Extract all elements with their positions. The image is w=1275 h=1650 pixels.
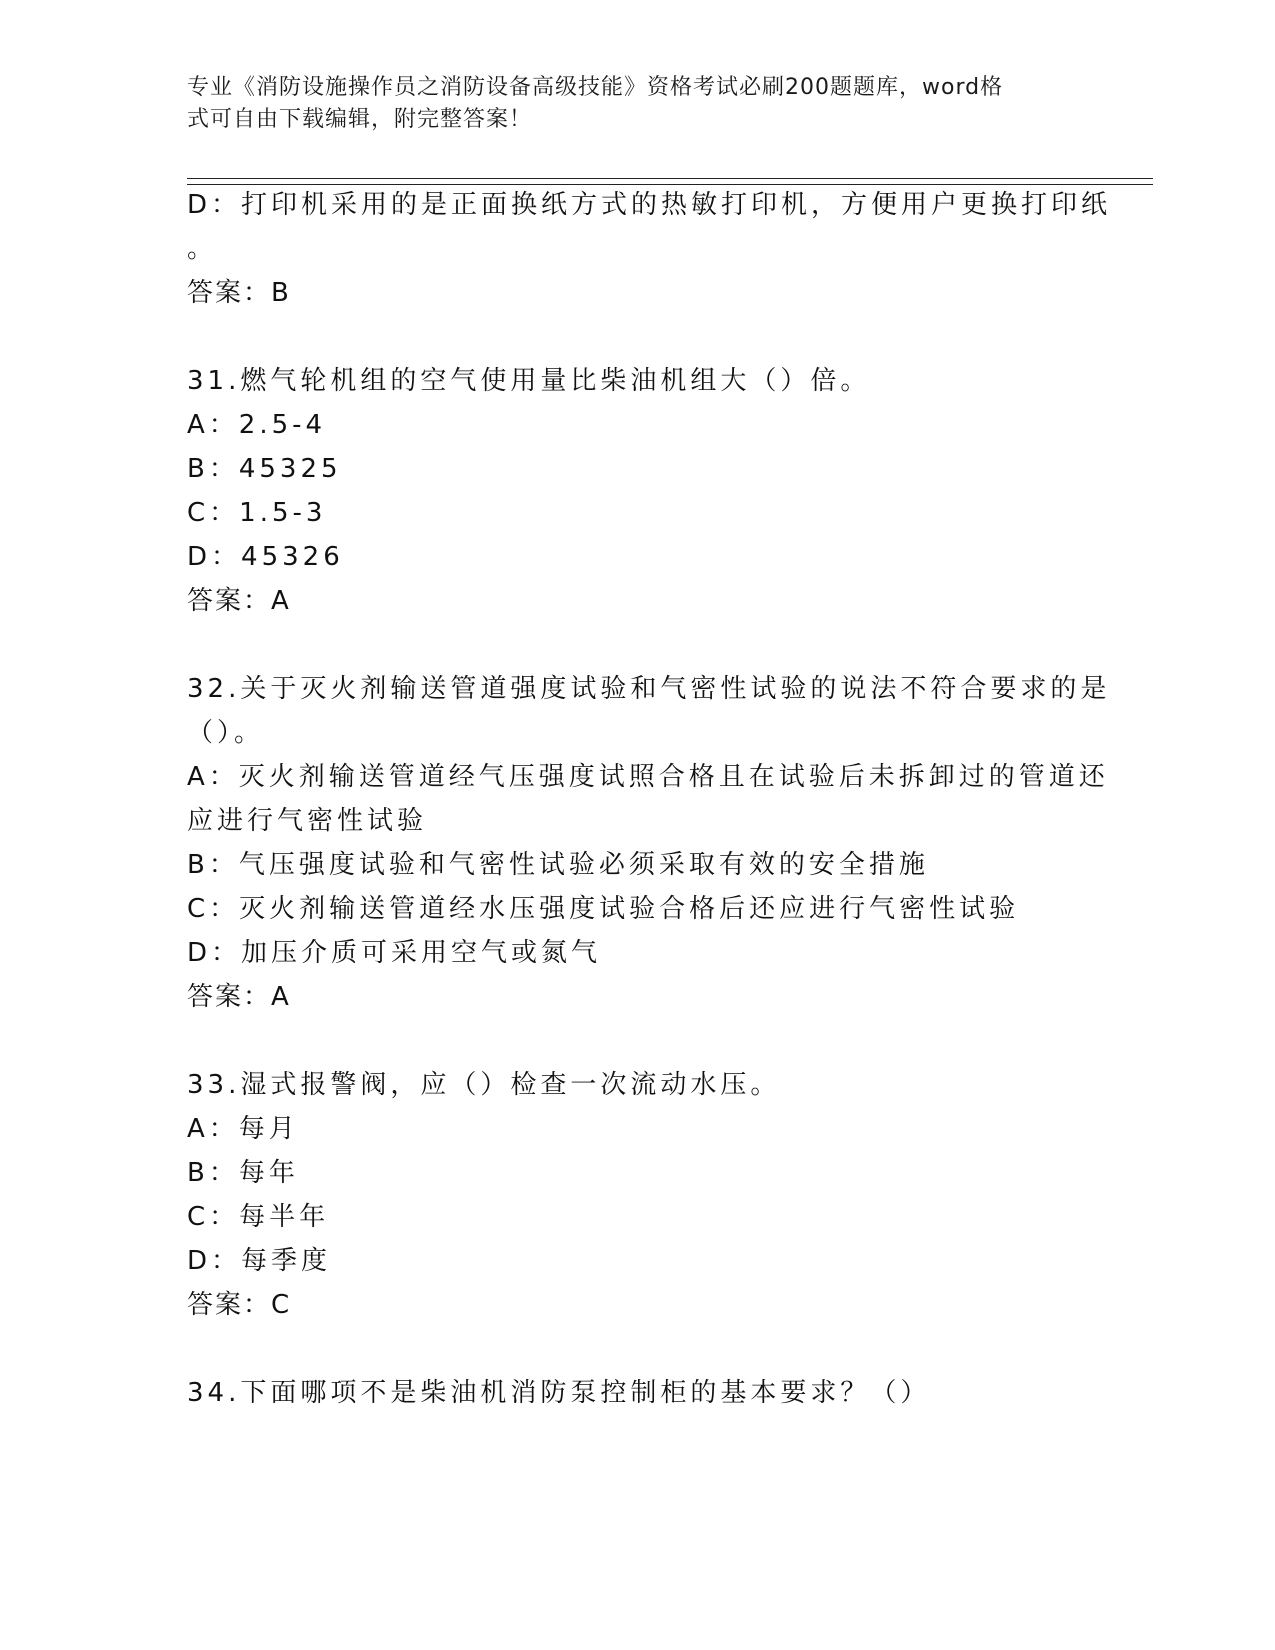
q32-option-a-line-2: 应进行气密性试验 bbox=[187, 806, 428, 836]
q32-option-d: D：加压介质可采用空气或氮气 bbox=[187, 938, 602, 968]
q32-option-b: B：气压强度试验和气密性试验必须采取有效的安全措施 bbox=[187, 850, 929, 880]
prev-option-d-line-1: D：打印机采用的是正面换纸方式的热敏打印机，方便用户更换打印纸 bbox=[187, 190, 1112, 220]
q31-answer: 答案：A bbox=[187, 586, 291, 616]
q31-stem: 31.燃气轮机组的空气使用量比柴油机组大（）倍。 bbox=[187, 366, 871, 396]
prev-option-d-line-2: 。 bbox=[187, 234, 218, 264]
q32-answer: 答案：A bbox=[187, 982, 291, 1012]
q31-option-a: A：2.5-4 bbox=[187, 410, 327, 440]
header-title-line-2: 式可自由下载编辑，附完整答案！ bbox=[187, 107, 533, 132]
prev-answer: 答案：B bbox=[187, 278, 291, 308]
q32-stem-line-2: （）。 bbox=[187, 718, 265, 748]
q34-stem: 34.下面哪项不是柴油机消防泵控制柜的基本要求？（） bbox=[187, 1378, 931, 1408]
q33-option-b: B：每年 bbox=[187, 1158, 299, 1188]
q31-option-d: D：45326 bbox=[187, 542, 344, 572]
q31-option-b: B：45325 bbox=[187, 454, 342, 484]
q33-stem: 33.湿式报警阀，应（）检查一次流动水压。 bbox=[187, 1070, 781, 1100]
q33-answer: 答案：C bbox=[187, 1290, 292, 1320]
q31-option-c: C：1.5-3 bbox=[187, 498, 327, 528]
q33-option-c: C：每半年 bbox=[187, 1202, 330, 1232]
header-title-line-1: 专业《消防设施操作员之消防设备高级技能》资格考试必刷200题题库，word格 bbox=[187, 75, 1004, 100]
q33-option-a: A：每月 bbox=[187, 1114, 299, 1144]
header-rule-bottom bbox=[187, 184, 1153, 185]
q32-option-c: C：灭火剂输送管道经水压强度试验合格后还应进行气密性试验 bbox=[187, 894, 1020, 924]
q32-stem-line-1: 32.关于灭火剂输送管道强度试验和气密性试验的说法不符合要求的是 bbox=[187, 674, 1111, 704]
q32-option-a-line-1: A：灭火剂输送管道经气压强度试照合格且在试验后未拆卸过的管道还 bbox=[187, 762, 1109, 792]
q33-option-d: D：每季度 bbox=[187, 1246, 332, 1276]
header-rule-top bbox=[187, 178, 1153, 179]
document-header bbox=[187, 72, 1067, 136]
